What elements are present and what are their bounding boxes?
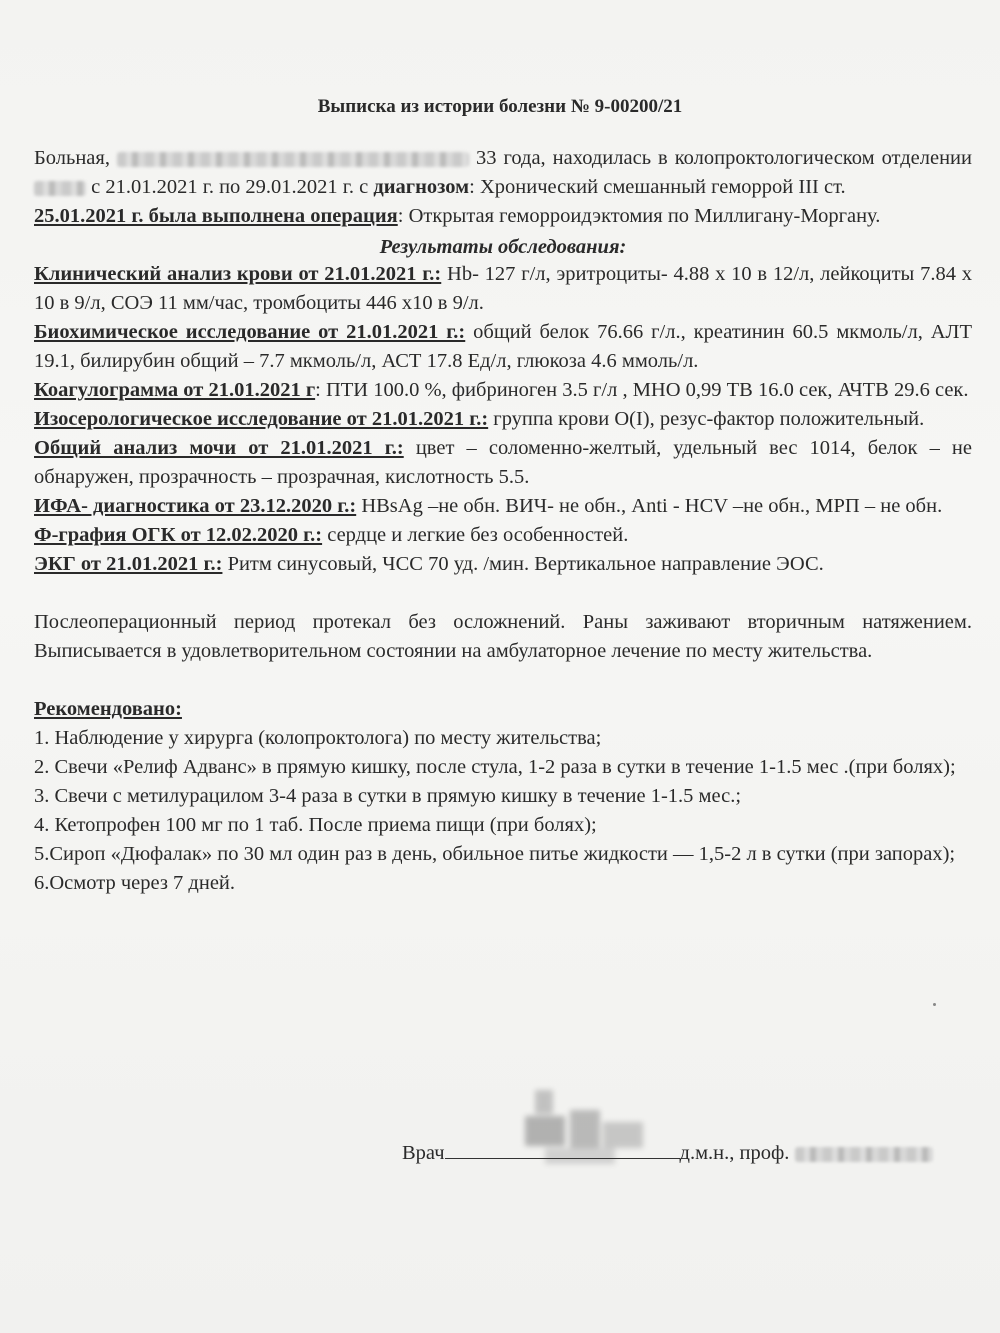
document-body	[34, 144, 972, 898]
result-ecg	[34, 550, 972, 579]
result-label: Ф-графия ОГК от 12.02.2020 г.:	[34, 524, 323, 546]
result-label: Общий анализ мочи от 21.01.2021 г.:	[34, 437, 404, 459]
redacted-department	[34, 181, 86, 196]
dates-text: с 21.01.2021 г. по 29.01.2021 г. с	[91, 176, 369, 198]
result-text: Hb- 127 г/л, эритроциты- 4.88 х 10 в 12/л, лейкоциты 7.84 х 10 в 9/л, СОЭ 11 мм/час, тромбоциты 446 х10 в 9/л.	[34, 263, 972, 314]
result-label: ИФА- диагностика от 23.12.2020 г.:	[34, 495, 357, 517]
result-blood-test	[34, 260, 972, 318]
recommendations-heading: Рекомендовано:	[34, 698, 182, 720]
result-text: цвет – соломенно-желтый, удельный вес 1014, белок – не обнаружен, прозрачность – прозрачная, кислотность 5.5.	[34, 437, 973, 488]
result-urinalysis	[34, 434, 972, 492]
signature-role: Врач	[402, 1142, 445, 1164]
result-label: ЭКГ от 21.01.2021 г.:	[34, 553, 223, 575]
document-title: Выписка из истории болезни № 9-00200/21	[317, 96, 683, 117]
spacer	[34, 579, 972, 608]
recommendations-list	[34, 724, 972, 898]
operation-text: : Открытая геморроидэктомия по Миллигану-Моргану.	[397, 205, 881, 227]
results-heading: Результаты обследования:	[379, 236, 627, 258]
result-ifa	[34, 492, 972, 521]
operation-label: 25.01.2021 г. была выполнена операция	[34, 205, 398, 227]
spacer	[34, 666, 972, 695]
patient-age-text: 33 года, находилась в колопроктологическом	[475, 147, 875, 169]
patient-prefix: Больная,	[34, 147, 110, 169]
recommendation-item: 5.Сироп «Дюфалак» по 30 мл один раз в день, обильное питье жидкости — 1,5-2 л в сутки (при запорах);	[34, 843, 956, 865]
signature-blank	[445, 1140, 680, 1159]
result-text: : ПТИ 100.0 %, фибриноген 3.5 г/л , МНО 0,99 ТВ 16.0 сек, АЧТВ 29.6 сек.	[315, 379, 969, 401]
result-fluorography	[34, 521, 972, 550]
result-text: группа крови O(I), резус-фактор положительный.	[488, 408, 925, 430]
result-text: Ритм синусовый, ЧСС 70 уд. /мин. Вертикальное направление ЭОС.	[222, 553, 824, 575]
result-label: Изосерологическое исследование от 21.01.2021 г.:	[34, 408, 489, 430]
result-label: Биохимическое исследование от 21.01.2021 г.:	[34, 321, 466, 343]
recommendation-item: 6.Осмотр через 7 дней.	[34, 872, 236, 894]
recommendation-item: 4. Кетопрофен 100 мг по 1 таб. После приема пищи (при болях);	[34, 814, 597, 836]
result-label: Клинический анализ крови от 21.01.2021 г.:	[34, 263, 442, 285]
result-biochemistry	[34, 318, 972, 376]
signature-degree: д.м.н., проф.	[679, 1142, 790, 1164]
intro-paragraph	[34, 144, 972, 202]
recommendation-item: 3. Свечи с метилурацилом 3-4 раза в сутки в прямую кишку в течение 1-1.5 мес.;	[34, 785, 742, 807]
result-text: HBsAg –не обн. ВИЧ- не обн., Anti - HCV –не обн., МРП – не обн.	[356, 495, 943, 517]
signature-line	[402, 1140, 933, 1165]
diagnosis-label: диагнозом	[373, 176, 470, 198]
result-coagulogram	[34, 376, 972, 405]
redacted-patient-name	[117, 152, 469, 167]
paper-speck	[933, 1003, 936, 1006]
postop-paragraph: Послеоперационный период протекал без осложнений. Раны заживают вторичным натяжением. Выписывается в удовлетворительном состоянии на амбулаторное лечение по месту жительства.	[34, 611, 972, 662]
recommendation-item: 1. Наблюдение у хирурга (колопроктолога) по месту жительства;	[34, 727, 602, 749]
result-label: Коагулограмма от 21.01.2021 г	[34, 379, 316, 401]
recommendation-item: 2. Свечи «Релиф Адванс» в прямую кишку, после стула, 1-2 раза в сутки в течение 1-1.5 мес .(при болях);	[34, 756, 956, 778]
department-prefix: отделении	[881, 147, 973, 169]
operation-paragraph	[34, 202, 972, 231]
result-isoserology	[34, 405, 972, 434]
diagnosis-text: : Хронический смешанный геморрой III ст.	[469, 176, 846, 198]
redacted-doctor-name	[795, 1147, 933, 1162]
result-text: сердце и легкие без особенностей.	[322, 524, 629, 546]
result-text: общий белок 76.66 г/л., креатинин 60.5 мкмоль/л, АЛТ 19.1, билирубин общий – 7.7 мкмоль/л, АСТ 17.8 Ед/л, глюкоза 4.6 ммоль/л.	[34, 321, 972, 372]
